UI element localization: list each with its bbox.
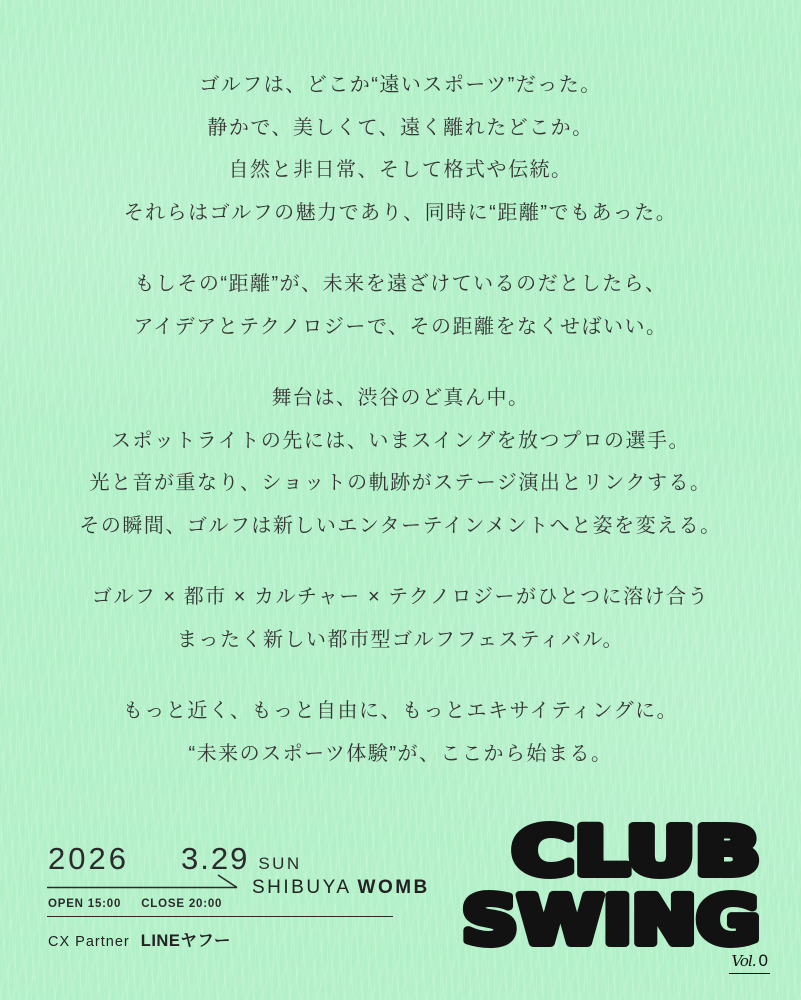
venue-city: SHIBUYA: [252, 877, 352, 898]
partner-row: [48, 927, 231, 951]
event-date: 3.29: [180, 841, 250, 876]
copy-paragraph: [0, 64, 801, 234]
open-close-times: [48, 898, 222, 910]
copy-paragraph: [0, 576, 801, 661]
open-time: OPEN 15:00: [48, 898, 122, 910]
partner-label: CX Partner: [48, 934, 130, 950]
copy-line: 舞台は、渋谷のど真ん中。: [271, 387, 530, 409]
manifesto-copy: [0, 64, 801, 804]
club-swing-logo: [415, 812, 760, 954]
close-time: CLOSE 20:00: [141, 898, 223, 910]
copy-paragraph: [0, 690, 801, 775]
copy-line: ゴルフは、どこか“遠いスポーツ”だった。: [199, 74, 602, 96]
copy-line: “未来のスポーツ体験”が、ここから始まる。: [188, 742, 613, 765]
event-day: SUN: [258, 854, 302, 873]
copy-line: 静かで、美しくて、遠く離れたどこか。: [207, 116, 594, 139]
venue-arrow-icon: [47, 872, 239, 890]
copy-line: もしその“距離”が、未来を遠ざけているのだとしたら、: [134, 273, 667, 295]
venue-name: WOMB: [357, 877, 430, 898]
event-year: 2026: [48, 841, 129, 876]
copy-line: その瞬間、ゴルフは新しいエンターテインメントへと姿を変える。: [79, 514, 722, 537]
logo-line2: SWING: [462, 882, 760, 954]
divider-line: [47, 916, 393, 917]
copy-line: それらはゴルフの魅力であり、同時に“距離”でもあった。: [123, 201, 678, 224]
volume-number: 0: [758, 951, 768, 970]
copy-line: まったく新しい都市型ゴルフフェスティバル。: [177, 628, 624, 651]
copy-line: スポットライトの先には、いまスイングを放つプロの選手。: [110, 429, 691, 452]
logo-line1: CLUB: [512, 813, 760, 890]
copy-line: 自然と非日常、そして格式や伝統。: [228, 159, 573, 181]
copy-line: もっと近く、もっと自由に、もっとエキサイティングに。: [122, 700, 679, 722]
volume-mark: [729, 951, 770, 974]
copy-paragraph: [0, 263, 801, 348]
copy-line: 光と音が重なり、ショットの軌跡がステージ演出とリンクする。: [89, 472, 712, 494]
venue: [252, 877, 430, 899]
volume-script: Vol.: [731, 952, 756, 970]
copy-line: ゴルフ × 都市 × カルチャー × テクノロジーがひとつに溶け合う: [91, 586, 710, 608]
partner-logo: LINEヤフー: [140, 932, 231, 950]
copy-paragraph: [0, 377, 801, 547]
copy-line: アイデアとテクノロジーで、その距離をなくせばいい。: [133, 315, 668, 338]
